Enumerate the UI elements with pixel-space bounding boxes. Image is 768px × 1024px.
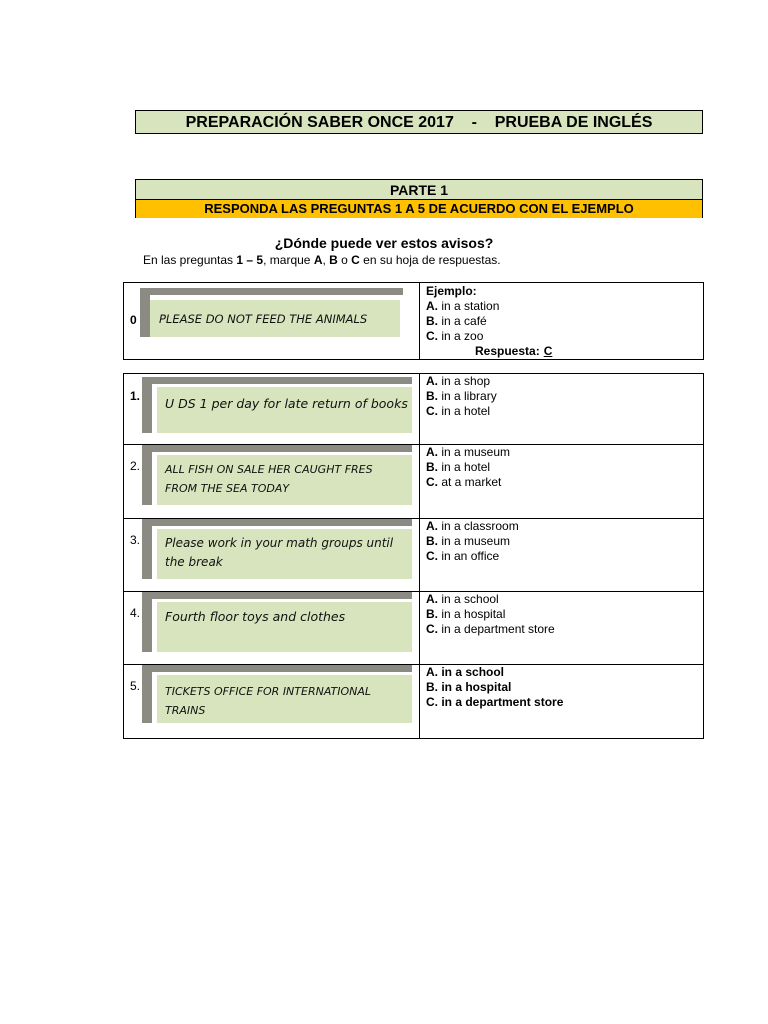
item-2-sign-cell: [124, 445, 420, 519]
instr-comma: ,: [322, 253, 330, 267]
item-1-number: 1.: [130, 389, 141, 403]
item-3-option-a: A. in a classroom: [426, 519, 519, 533]
item-5-sign-text: TICKETS OFFICE FOR INTERNATIONAL TRAINS: [157, 675, 412, 723]
item-1-option-c: C. in a hotel: [426, 404, 491, 418]
instr-c: C: [351, 253, 360, 267]
item-5-option-b: B. in a hospital: [426, 680, 512, 694]
item-5-options-cell: [420, 665, 704, 739]
item-2-option-c: C. at a market: [426, 475, 502, 489]
parte-subtitle: RESPONDA LAS PREGUNTAS 1 A 5 DE ACUERDO CON EL EJEMPLO: [136, 199, 702, 218]
item-4-option-a: A. in a school: [426, 592, 499, 606]
example-options-cell: [420, 283, 704, 360]
item-2-sign-text: ALL FISH ON SALE HER CAUGHT FRES FROM THE SEA TODAY: [157, 455, 412, 505]
item-1-sign-cell: [124, 374, 420, 445]
instr-b: B: [329, 253, 338, 267]
item-5-number: 5.: [130, 679, 141, 693]
item-3-number: 3.: [130, 533, 141, 547]
example-label: Ejemplo:: [426, 284, 477, 298]
example-option-c: C. in a zoo: [426, 329, 484, 343]
sign-graphic: [142, 377, 412, 433]
example-sign-text: PLEASE DO NOT FEED THE ANIMALS: [150, 300, 400, 337]
item-4-sign-cell: [124, 592, 420, 665]
item-3-options-cell: [420, 519, 704, 592]
example-answer: Respuesta: C: [475, 344, 553, 358]
item-1-option-a: A. in a shop: [426, 374, 491, 388]
instr-o: o: [337, 253, 352, 267]
question-heading: ¿Dónde puede ver estos avisos?: [274, 235, 494, 251]
instr-middle: , marque: [263, 253, 314, 267]
questions-table: [123, 373, 704, 739]
page-title: PREPARACIÓN SABER ONCE 2017 - PRUEBA DE INGLÉS: [135, 110, 703, 134]
sign-graphic: [142, 519, 412, 579]
item-2-options-cell: [420, 445, 704, 519]
item-5-sign-cell: [124, 665, 420, 739]
parte-header: [135, 179, 703, 218]
example-option-b: B. in a café: [426, 314, 487, 328]
item-4-number: 4.: [130, 606, 141, 620]
item-1-options-cell: [420, 374, 704, 445]
example-number: 0: [130, 313, 137, 327]
example-option-a: A. in a station: [426, 299, 500, 313]
sign-graphic: [142, 592, 412, 652]
item-1-option-b: B. in a library: [426, 389, 497, 403]
item-5-option-c: C. in a department store: [426, 695, 564, 709]
sign-graphic: [142, 445, 412, 505]
item-5-option-a: A. in a school: [426, 665, 505, 679]
item-2-option-a: A. in a museum: [426, 445, 511, 459]
instr-range: 1 – 5: [236, 253, 264, 267]
item-3-option-c: C. in an office: [426, 549, 500, 563]
sign-graphic: [140, 288, 403, 337]
instructions: [143, 253, 501, 267]
item-2-option-b: B. in a hotel: [426, 460, 491, 474]
item-3-sign-text: Please work in your math groups until the break: [157, 529, 412, 579]
item-3-option-b: B. in a museum: [426, 534, 511, 548]
item-4-options-cell: [420, 592, 704, 665]
instr-prefix: En las preguntas: [143, 253, 237, 267]
parte-label: PARTE 1: [136, 180, 702, 199]
item-1-sign-text: U DS 1 per day for late return of books: [157, 387, 412, 433]
instr-suffix: en su hoja de respuestas.: [359, 253, 501, 267]
item-2-number: 2.: [130, 459, 141, 473]
example-table: [123, 282, 704, 360]
instr-a: A: [313, 253, 323, 267]
item-3-sign-cell: [124, 519, 420, 592]
item-4-option-c: C. in a department store: [426, 622, 555, 636]
item-4-sign-text: Fourth floor toys and clothes: [157, 602, 412, 652]
item-4-option-b: B. in a hospital: [426, 607, 506, 621]
example-sign-cell: [124, 283, 420, 360]
sign-graphic: [142, 665, 412, 723]
